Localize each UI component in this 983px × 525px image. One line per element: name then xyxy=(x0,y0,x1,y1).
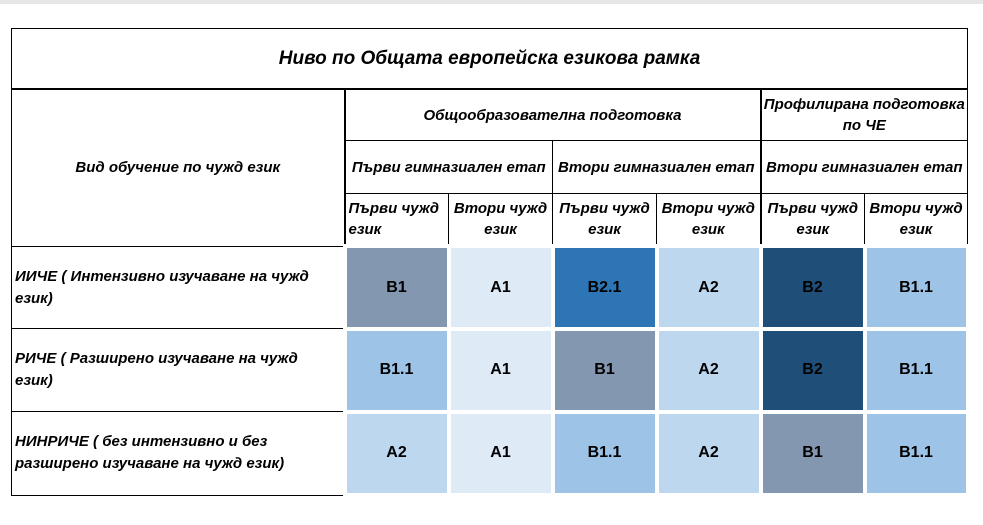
table-row xyxy=(12,246,968,329)
level-cell: B2 xyxy=(761,246,865,329)
row-label: ИИЧЕ ( Интензивно изучаване на чужд език) xyxy=(12,246,345,329)
level-cell: A2 xyxy=(657,246,761,329)
level-cell: B1 xyxy=(553,329,657,412)
table-row xyxy=(12,412,968,495)
group-header-general: Общообразователна подготовка xyxy=(345,89,761,141)
level-cell: A2 xyxy=(345,412,449,495)
language-header: Първи чужд език xyxy=(345,193,449,246)
level-cell: B1 xyxy=(761,412,865,495)
group-header-profiled: Профилирана подготовка по ЧЕ xyxy=(761,89,968,141)
language-header: Втори чужд език xyxy=(657,193,761,246)
level-cell: A1 xyxy=(449,329,553,412)
level-cell: B2 xyxy=(761,329,865,412)
language-header: Втори чужд език xyxy=(865,193,968,246)
row-label: НИНРИЧЕ ( без интензивно и без разширено изучаване на чужд език) xyxy=(12,412,345,495)
stage-header-3: Втори гимназиален етап xyxy=(761,141,968,194)
stub-header: Вид обучение по чужд език xyxy=(12,89,345,246)
level-cell: B1.1 xyxy=(865,412,968,495)
level-cell: B1.1 xyxy=(865,246,968,329)
language-header: Първи чужд език xyxy=(553,193,657,246)
level-cell: B1.1 xyxy=(865,329,968,412)
stage-header-2: Втори гимназиален етап xyxy=(553,141,761,194)
language-header: Първи чужд език xyxy=(761,193,865,246)
level-cell: A1 xyxy=(449,246,553,329)
level-cell: A1 xyxy=(449,412,553,495)
level-cell: A2 xyxy=(657,329,761,412)
stage-header-1: Първи гимназиален етап xyxy=(345,141,553,194)
level-cell: B2.1 xyxy=(553,246,657,329)
top-rule xyxy=(0,0,983,4)
table-row xyxy=(12,329,968,412)
table-title: Ниво по Общата европейска езикова рамка xyxy=(12,29,968,90)
row-label: РИЧЕ ( Разширено изучаване на чужд език) xyxy=(12,329,345,412)
level-cell: B1.1 xyxy=(553,412,657,495)
language-header: Втори чужд език xyxy=(449,193,553,246)
level-cell: A2 xyxy=(657,412,761,495)
level-cell: B1.1 xyxy=(345,329,449,412)
level-cell: B1 xyxy=(345,246,449,329)
cefr-level-table xyxy=(11,28,970,497)
